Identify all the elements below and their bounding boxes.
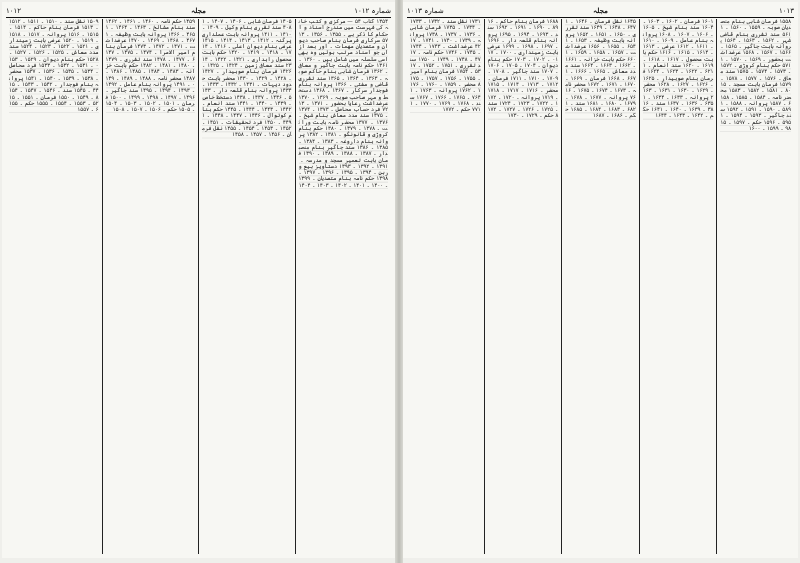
left-page-columns bbox=[6, 19, 391, 554]
text-column bbox=[6, 19, 102, 554]
text-column bbox=[407, 19, 484, 554]
column-text: ۱۶۴۵ نقل فرمان ۔ ۱۶۴۶ ۔ ۱۶۴۷ ۔ ۱۶۴۸ ۔ ۱۶۴۹ سند تقرری ۔ ۱۶۵۰ ۔ ۱۶۵۱ ۔ ۱۶۵۲ پروانہ بابت وظیفہ ۔ ۱۶۵۳ ۔ ۱۶۵۴ ۔ ۱۶۵۵ ۔ ۱۶۵۶ عرضداشت ۔ ۱۶۵۷ ۔ ۱۶۵۸ ۔ ۱۶۵۹ ۔ ۱۶۶۰ حکم بابت خزانہ ۔ ۱۶۶۱ ۔ ۱۶۶۲ ۔ ۱۶۶۳ ۔ ۱۶۶۴ سند مدد معاش ۔ ۱۶۶۵ ۔ ۱۶۶۶ ۔ ۱۶۶۷ ۔ ۱۶۶۸ فرمان ۔ ۱۶۶۹ ۔ ۱۶۷۰ ۔ ۱۶۷۱ ۔ ۱۶۷۲ محضر نامہ ۔ ۱۶۷۳ ۔ ۱۶۷۴ ۔ ۱۶۷۵ ۔ ۱۶۷۶ پروانہ ۔ ۱۶۷۷ ۔ ۱۶۷۸ ۔ ۱۶۷۹ ۔ ۱۶۸۰ ۔ ۱۶۸۱ سند ۔ ۱۶۸۲ ۔ ۱۶۸۳ ۔ ۱۶۸۴ ۔ ۱۶۸۵ حکم ۔ ۱۶۸۶ ۔ ۱۶۸۷ bbox=[565, 19, 636, 120]
text-column bbox=[716, 19, 794, 554]
right-page-header bbox=[407, 5, 794, 18]
book-gutter bbox=[395, 0, 403, 563]
column-text: ۱۵۵۸ فرمان شاہی بنام متصدیان صوبہ ۔ ۱۵۵۹ ۔ ۱۵۶۰ ۔ ۱۵۶۱ سند تقرری بنام قاضی شہر ۔ ۱۵۶۲ ۔ ۱۵۶۳ ۔ ۱۵۶۴ پروانہ بابت جاگیر ۔ ۱۵۶۵ ۔ ۱۵۶۶ ۔ ۱۵۶۷ ۔ ۱۵۶۸ عرضداشت بحضور ۔ ۱۵۶۹ ۔ ۱۵۷۰ ۔ ۱۵۷۱ حکم بنام کروڑی ۔ ۱۵۷۲ ۔ ۱۵۷۳ ۔ ۱۵۷۴ ۔ ۱۵۷۵ سند معافی ۔ ۱۵۷۶ ۔ ۱۵۷۷ ۔ ۱۵۷۸ ۔ ۱۵۷۹ فرمان بابت مسجد ۔ ۱۵۸۰ ۔ ۱۵۸۱ ۔ ۱۵۸۲ ۔ ۱۵۸۳ محضر نامہ ۔ ۱۵۸۴ ۔ ۱۵۸۵ ۔ ۱۵۸۶ ۔ ۱۵۸۷ پروانہ ۔ ۱۵۸۸ ۔ ۱۵۸۹ ۔ ۱۵۹۰ ۔ ۱۵۹۱ ۔ ۱۵۹۲ سند جاگیر ۔ ۱۵۹۳ ۔ ۱۵۹۴ ۔ ۱۵۹۵ ۔ ۱۵۹۶ حکم ۔ ۱۵۹۷ ۔ ۱۵۹۸ ۔ ۱۵۹۹ ۔ ۱۶۰۰ bbox=[720, 19, 792, 133]
right-page bbox=[403, 2, 798, 558]
column-text: ۱۷۳۱ نقل سند ۔ ۱۷۳۲ ۔ ۱۷۳۳ ۔ ۱۷۳۴ ۔ ۱۷۳۵ فرمان شاہی ۔ ۱۷۳۶ ۔ ۱۷۳۷ ۔ ۱۷۳۸ پروانہ ۔ ۱۷۳۹ ۔ ۱۷۴۰ ۔ ۱۷۴۱ ۔ ۱۷۴۲ عرضداشت ۔ ۱۷۴۳ ۔ ۱۷۴۴ ۔ ۱۷۴۵ ۔ ۱۷۴۶ حکم نامہ ۔ ۱۷۴۷ ۔ ۱۷۴۸ ۔ ۱۷۴۹ ۔ ۱۷۵۰ سند تقرری ۔ ۱۷۵۱ ۔ ۱۷۵۲ ۔ ۱۷۵۳ ۔ ۱۷۵۴ فرمان بنام امیر ۔ ۱۷۵۵ ۔ ۱۷۵۶ ۔ ۱۷۵۷ ۔ ۱۷۵۸ محضر ۔ ۱۷۵۹ ۔ ۱۷۶۰ ۔ ۱۷۶۱ ۔ ۱۷۶۲ پروانہ ۔ ۱۷۶۳ ۔ ۱۷۶۴ ۔ ۱۷۶۵ ۔ ۱۷۶۶ ۔ ۱۷۶۷ سند ۔ ۱۷۶۸ ۔ ۱۷۶۹ ۔ ۱۷۷۰ ۔ ۱۷۷۱ حکم ۔ ۱۷۷۲ bbox=[410, 19, 481, 114]
left-page-number: ۱۰۱۲ bbox=[6, 7, 22, 15]
right-page-number: ۱۰۱۳ bbox=[778, 7, 794, 15]
text-column bbox=[295, 19, 392, 554]
column-text: ۱۴۰۵ فرمان شاہی ۔ ۱۴۰۶ ۔ ۱۴۰۷ ۔ ۱۴۰۸ سند تقرری بنام وکیل ۔ ۱۴۰۹ ۔ ۱۴۱۰ ۔ ۱۴۱۱ پروانہ بابت عملداری پرگنہ ۔ ۱۴۱۲ ۔ ۱۴۱۳ ۔ ۱۴۱۴ ۔ ۱۴۱۵ عرضی بنام دیوان اعلی ۔ ۱۴۱۶ ۔ ۱۴۱۷ ۔ ۱۴۱۸ ۔ ۱۴۱۹ ۔ ۱۴۲۰ حکم بابت محصول راہداری ۔ ۱۴۲۱ ۔ ۱۴۲۲ ۔ ۱۴۲۳ سند معافی زمین ۔ ۱۴۲۴ ۔ ۱۴۲۵ ۔ ۱۴۲۶ فرمان بنام صوبیدار ۔ ۱۴۲۷ ۔ ۱۴۲۸ ۔ ۱۴۲۹ ۔ ۱۴۳۰ محضر بابت حدود دیہات ۔ ۱۴۳۱ ۔ ۱۴۳۲ ۔ ۱۴۳۳ ۔ ۱۴۳۴ پروانہ بنام قلعہ دار ۔ ۱۴۳۵ ۔ ۱۴۳۶ ۔ ۱۴۳۷ ۔ ۱۴۳۸ دستخط خاص ۔ ۱۴۳۹ ۔ ۱۴۴۰ ۔ ۱۴۴۱ سند انعام ۔ ۱۴۴۲ ۔ ۱۴۴۳ ۔ ۱۴۴۴ ۔ ۱۴۴۵ حکم بنام کوتوال ۔ ۱۴۴۶ ۔ ۱۴۴۷ ۔ ۱۴۴۸ ۔ ۱۴۴۹ ۔ ۱۴۵۰ فرد تحقیقات ۔ ۱۴۵۱ ۔ ۱۴۵۲ ۔ ۱۴۵۳ ۔ ۱۴۵۴ ۔ ۱۴۵۵ نقل فرمان ۔ ۱۴۵۶ ۔ ۱۴۵۷ ۔ ۱۴۵۸ bbox=[202, 19, 292, 139]
text-column bbox=[102, 19, 199, 554]
column-text: ۱۶۰۱ فرمان ۔ ۱۶۰۲ ۔ ۱۶۰۳ ۔ ۱۶۰۴ سند بنام شیخ ۔ ۱۶۰۵ ۔ ۱۶۰۶ ۔ ۱۶۰۷ ۔ ۱۶۰۸ پروانہ بنام عامل ۔ ۱۶۰۹ ۔ ۱۶۱۰ ۔ ۱۶۱۱ ۔ ۱۶۱۲ عرضی ۔ ۱۶۱۳ ۔ ۱۶۱۴ ۔ ۱۶۱۵ ۔ ۱۶۱۶ حکم بابت محصول ۔ ۱۶۱۷ ۔ ۱۶۱۸ ۔ ۱۶۱۹ ۔ ۱۶۲۰ سند انعام ۔ ۱۶۲۱ ۔ ۱۶۲۲ ۔ ۱۶۲۳ ۔ ۱۶۲۴ فرمان بنام صوبیدار ۔ ۱۶۲۵ ۔ ۱۶۲۶ ۔ ۱۶۲۷ ۔ ۱۶۲۸ محضر ۔ ۱۶۲۹ ۔ ۱۶۳۰ ۔ ۱۶۳۱ ۔ ۱۶۳۲ پروانہ ۔ ۱۶۳۳ ۔ ۱۶۳۴ ۔ ۱۶۳۵ ۔ ۱۶۳۶ ۔ ۱۶۳۷ سند ۔ ۱۶۳۸ ۔ ۱۶۳۹ ۔ ۱۶۴۰ ۔ ۱۶۴۱ حکم ۔ ۱۶۴۲ ۔ ۱۶۴۳ ۔ ۱۶۴۴ bbox=[642, 19, 714, 120]
text-column bbox=[639, 19, 717, 554]
column-text: ۱۶۸۸ فرمان بنام حاکم ۔ ۱۶۸۹ ۔ ۱۶۹۰ ۔ ۱۶۹۱ ۔ ۱۶۹۲ سند ۔ ۱۶۹۳ ۔ ۱۶۹۴ ۔ ۱۶۹۵ پروانہ بنام قلعہ دار ۔ ۱۶۹۶ ۔ ۱۶۹۷ ۔ ۱۶۹۸ ۔ ۱۶۹۹ عرضی بابت زمینداری ۔ ۱۷۰۰ ۔ ۱۷۰۱ ۔ ۱۷۰۲ ۔ ۱۷۰۳ حکم بنام دیوان ۔ ۱۷۰۴ ۔ ۱۷۰۵ ۔ ۱۷۰۶ ۔ ۱۷۰۷ سند جاگیر ۔ ۱۷۰۸ ۔ ۱۷۰۹ ۔ ۱۷۱۰ ۔ ۱۷۱۱ فرمان ۔ ۱۷۱۲ ۔ ۱۷۱۳ ۔ ۱۷۱۴ ۔ ۱۷۱۵ محضر ۔ ۱۷۱۶ ۔ ۱۷۱۷ ۔ ۱۷۱۸ ۔ ۱۷۱۹ پروانہ ۔ ۱۷۲۰ ۔ ۱۷۲۱ ۔ ۱۷۲۲ ۔ ۱۷۲۳ ۔ ۱۷۲۴ سند ۔ ۱۷۲۵ ۔ ۱۷۲۶ ۔ ۱۷۲۷ ۔ ۱۷۲۸ حکم ۔ ۱۷۲۹ ۔ ۱۷۳۰ bbox=[487, 19, 559, 120]
right-page-running-title: مجلہ bbox=[593, 6, 608, 15]
left-page-issue-label: شمارہ ۱۰۱۲ bbox=[354, 7, 391, 15]
right-page-columns bbox=[407, 19, 794, 554]
text-column bbox=[484, 19, 562, 554]
text-column bbox=[561, 19, 639, 554]
left-page bbox=[2, 2, 395, 558]
column-text: ۱۴۵۹ حکم نامہ ۔ ۱۴۶۰ ۔ ۱۴۶۱ ۔ ۱۴۶۲ سند بنام مشائخ ۔ ۱۴۶۳ ۔ ۱۴۶۴ ۔ ۱۴۶۵ ۔ ۱۴۶۶ پروانہ بابت وظیفہ ۔ ۱۴۶۷ ۔ ۱۴۶۸ ۔ ۱۴۶۹ ۔ ۱۴۷۰ عرضداشت ۔ ۱۴۷۱ ۔ ۱۴۷۲ ۔ ۱۴۷۳ فرمان بنام امیر الامرا ۔ ۱۴۷۴ ۔ ۱۴۷۵ ۔ ۱۴۷۶ ۔ ۱۴۷۷ ۔ ۱۴۷۸ سند تقرری ۔ ۱۴۷۹ ۔ ۱۴۸۰ ۔ ۱۴۸۱ ۔ ۱۴۸۲ حکم بابت خزانہ ۔ ۱۴۸۳ ۔ ۱۴۸۴ ۔ ۱۴۸۵ ۔ ۱۴۸۶ ۔ ۱۴۸۷ محضر نامہ ۔ ۱۴۸۸ ۔ ۱۴۸۹ ۔ ۱۴۹۰ ۔ ۱۴۹۱ پروانہ بنام عامل ۔ ۱۴۹۲ ۔ ۱۴۹۳ ۔ ۱۴۹۴ ۔ ۱۴۹۵ سند جاگیر ۔ ۱۴۹۶ ۔ ۱۴۹۷ ۔ ۱۴۹۸ ۔ ۱۴۹۹ ۔ ۱۵۰۰ فرمان ۔ ۱۵۰۱ ۔ ۱۵۰۲ ۔ ۱۵۰۳ ۔ ۱۵۰۴ ۔ ۱۵۰۵ حکم ۔ ۱۵۰۶ ۔ ۱۵۰۷ ۔ ۱۵۰۸ bbox=[105, 19, 196, 114]
right-page-issue-label: شمارہ ۱۰۱۳ bbox=[407, 7, 444, 15]
column-text: ۱۵۰۹ نقل سند ۔ ۱۵۱۰ ۔ ۱۵۱۱ ۔ ۱۵۱۲ ۔ ۱۵۱۳ فرمان بنام حاکم ۔ ۱۵۱۴ ۔ ۱۵۱۵ ۔ ۱۵۱۶ پروانہ ۔ ۱۵۱۷ ۔ ۱۵۱۸ ۔ ۱۵۱۹ ۔ ۱۵۲۰ عرضی بابت زمینداری ۔ ۱۵۲۱ ۔ ۱۵۲۲ ۔ ۱۵۲۳ ۔ ۱۵۲۴ سند مدد معاش ۔ ۱۵۲۵ ۔ ۱۵۲۶ ۔ ۱۵۲۷ ۔ ۱۵۲۸ حکم بنام دیوان ۔ ۱۵۲۹ ۔ ۱۵۳۰ ۔ ۱۵۳۱ ۔ ۱۵۳۲ ۔ ۱۵۳۳ فرد محاصل ۔ ۱۵۳۴ ۔ ۱۵۳۵ ۔ ۱۵۳۶ ۔ ۱۵۳۷ محضر ۔ ۱۵۳۸ ۔ ۱۵۳۹ ۔ ۱۵۴۰ ۔ ۱۵۴۱ پروانہ بنام فوجدار ۔ ۱۵۴۲ ۔ ۱۵۴۳ ۔ ۱۵۴۴ ۔ ۱۵۴۵ سند ۔ ۱۵۴۶ ۔ ۱۵۴۷ ۔ ۱۵۴۸ ۔ ۱۵۴۹ ۔ ۱۵۵۰ فرمان ۔ ۱۵۵۱ ۔ ۱۵۵۲ ۔ ۱۵۵۳ ۔ ۱۵۵۴ ۔ ۱۵۵۵ حکم ۔ ۱۵۵۶ ۔ ۱۵۵۷ bbox=[9, 19, 99, 114]
left-page-running-title: مجلہ bbox=[191, 6, 206, 15]
left-page-header bbox=[6, 5, 391, 18]
column-text: ۱۳۵۴ کتاب ۵۴ — مرکزی و کتب خانہ کی فہرست میں مندرج اسناد و احکام کا ذکر ہے ۔ ۱۳۵۵ ۔ ۱۳۵۶ ۔ ۱۳۵۷ سرکاری فرمان بنام صاحب دیوان و متصدیان مهمات ۔ اور بعد ازاں جو اسناد مرتب ہوئیں وہ بھی اسی سلسلہ میں شامل ہیں ۔ ۱۳۶۰ ۔ ۱۳۶۱ حکم نامہ بابت جاگیر و معافی ۔ ۱۳۶۲ فرمان شاہی بنام حاکم صوبہ ۔ ۱۳۶۳ ۔ ۱۳۶۴ ۔ ۱۳۶۵ سند تقرری قاضی و مفتی ۔ ۱۳۶۶ پروانہ بنام فوجدار سرکار ۔ ۱۳۶۷ ۔ ۱۳۶۸ دستخط و مہر صاحب صوبہ ۔ ۱۳۶۹ ۔ ۱۳۷۰ عرضداشت رعایا بحضور ۔ ۱۳۷۱ ۔ ۱۳۷۲ فرد حساب محاصل ۔ ۱۳۷۳ ۔ ۱۳۷۴ ۔ ۱۳۷۵ سند مدد معاش بنام شیخ ۔ ۱۳۷۶ ۔ ۱۳۷۷ محضر نامہ بابت وراثت ۔ ۱۳۷۸ ۔ ۱۳۷۹ ۔ ۱۳۸۰ حکم بنام کروڑی و قانونگو ۔ ۱۳۸۱ ۔ ۱۳۸۲ پروانہ بنام داروغہ ۔ ۱۳۸۳ ۔ ۱۳۸۴ ۔ ۱۳۸۵ ۔ ۱۳۸۶ سند جاگیر بنام منصبدار ۔ ۱۳۸۷ ۔ ۱۳۸۸ ۔ ۱۳۸۹ ۔ ۱۳۹۰ فرمان بابت تعمیر مسجد و مدرسہ ۔ ۱۳۹۱ ۔ ۱۳۹۲ ۔ ۱۳۹۳ دستاویز بیع و رہن ۔ ۱۳۹۴ ۔ ۱۳۹۵ ۔ ۱۳۹۶ ۔ ۱۳۹۷ ۔ ۱۳۹۸ حکم نامہ بنام متصدیان ۔ ۱۳۹۹ ۔ ۱۴۰۰ ۔ ۱۴۰۱ ۔ ۱۴۰۲ ۔ ۱۴۰۳ ۔ ۱۴۰۴ bbox=[298, 19, 389, 189]
text-column bbox=[198, 19, 295, 554]
